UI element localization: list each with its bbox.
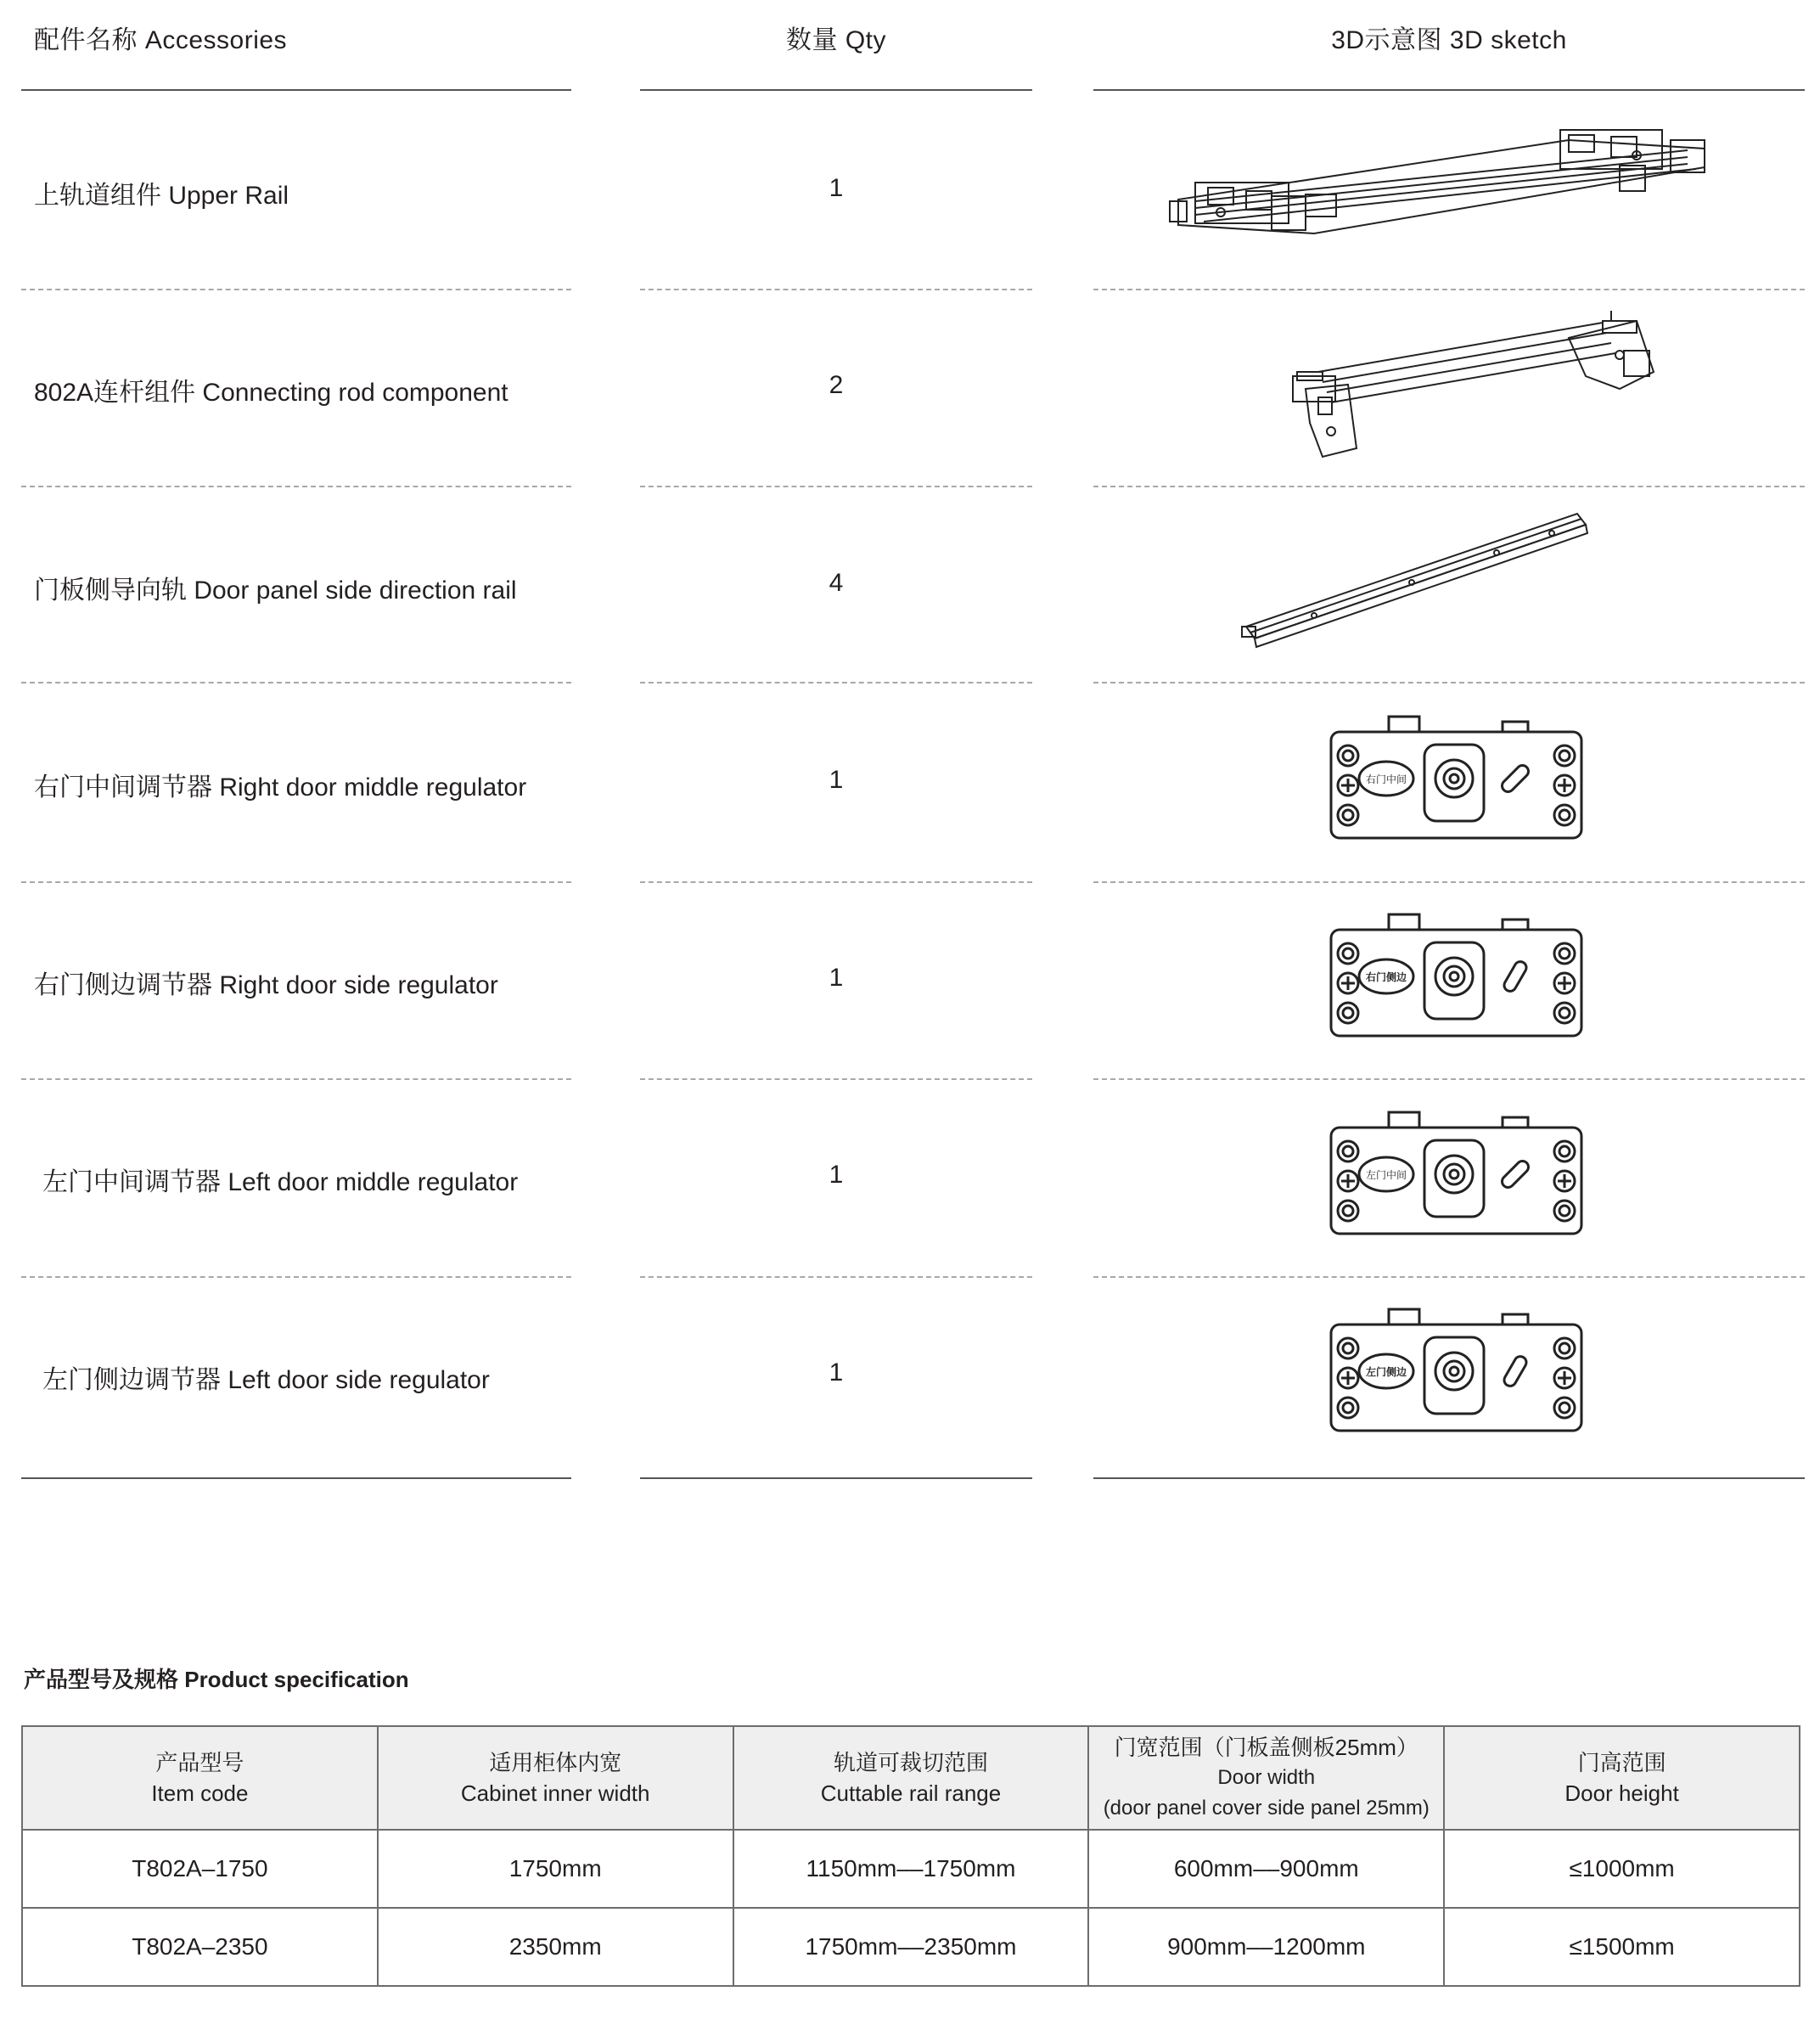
spec-cell: 1150mm––1750mm xyxy=(733,1830,1089,1908)
upper-rail-icon xyxy=(1093,106,1805,276)
accessory-name: 上轨道组件 Upper Rail xyxy=(34,182,289,210)
column-header-qty: 数量 Qty xyxy=(785,26,886,54)
spec-cell: ≤1000mm xyxy=(1444,1830,1800,1908)
spec-cell: 1750mm––2350mm xyxy=(733,1908,1089,1986)
spec-cell: 900mm––1200mm xyxy=(1088,1908,1444,1986)
svg-text:左门中间: 左门中间 xyxy=(1365,1169,1407,1181)
row-divider xyxy=(21,289,571,290)
spec-cell: 2350mm xyxy=(378,1908,733,1986)
row-divider xyxy=(21,1276,571,1278)
column-header-3d-sketch: 3D示意图 3D sketch xyxy=(1331,26,1567,54)
footer-rule xyxy=(21,1477,571,1479)
accessory-name: 左门中间调节器 Left door middle regulator xyxy=(42,1168,519,1196)
row-divider xyxy=(640,486,1032,487)
header-rule xyxy=(21,89,571,91)
row-divider xyxy=(1093,1078,1805,1080)
spec-cell: T802A–2350 xyxy=(22,1908,378,1986)
spec-header-cell: 适用柜体内宽 Cabinet inner width xyxy=(378,1726,733,1830)
accessory-qty: 2 xyxy=(829,371,844,399)
row-divider xyxy=(1093,682,1805,683)
svg-text:左门侧边: 左门侧边 xyxy=(1365,1366,1407,1378)
spec-cell: 1750mm xyxy=(378,1830,733,1908)
accessory-name: 802A连杆组件 Connecting rod component xyxy=(34,379,508,407)
row-divider xyxy=(1093,289,1805,290)
accessory-qty: 1 xyxy=(829,1358,844,1387)
spec-header-cell: 轨道可裁切范围 Cuttable rail range xyxy=(733,1726,1089,1830)
table-row xyxy=(22,1830,1800,1908)
regulator-icon xyxy=(1093,896,1805,1066)
row-divider xyxy=(1093,1276,1805,1278)
spec-cell: 600mm––900mm xyxy=(1088,1830,1444,1908)
spec-header-cell: 门宽范围（门板盖侧板25mm） Door width (door panel cover side panel 25mm) xyxy=(1088,1726,1444,1830)
regulator-icon xyxy=(1093,1291,1805,1460)
row-divider xyxy=(21,1078,571,1080)
spec-table xyxy=(21,1725,1800,1987)
accessory-name: 右门中间调节器 Right door middle regulator xyxy=(34,773,527,802)
row-divider xyxy=(640,1078,1032,1080)
row-divider xyxy=(21,881,571,883)
row-divider xyxy=(21,486,571,487)
direction-rail-icon xyxy=(1093,501,1805,671)
svg-text:右门侧边: 右门侧边 xyxy=(1365,971,1407,983)
column-header-accessories: 配件名称 Accessories xyxy=(34,26,288,54)
header-rule xyxy=(1093,89,1805,91)
regulator-icon xyxy=(1093,698,1805,868)
spec-cell: ≤1500mm xyxy=(1444,1908,1800,1986)
row-divider xyxy=(1093,486,1805,487)
svg-text:右门中间: 右门中间 xyxy=(1365,773,1407,785)
table-row xyxy=(22,1908,1800,1986)
accessory-qty: 4 xyxy=(829,569,844,597)
row-divider xyxy=(640,1276,1032,1278)
footer-rule xyxy=(1093,1477,1805,1479)
spec-title: 产品型号及规格 Product specification xyxy=(24,1667,409,1692)
accessory-name: 左门侧边调节器 Left door side regulator xyxy=(42,1366,490,1394)
accessory-qty: 1 xyxy=(829,964,844,992)
row-divider xyxy=(21,682,571,683)
connecting-rod-icon xyxy=(1093,304,1805,474)
spec-header-cell: 产品型号 Item code xyxy=(22,1726,378,1830)
spec-header-cell: 门高范围 Door height xyxy=(1444,1726,1800,1830)
header-rule xyxy=(640,89,1032,91)
row-divider xyxy=(640,682,1032,683)
footer-rule xyxy=(640,1477,1032,1479)
accessory-qty: 1 xyxy=(829,1161,844,1189)
accessory-name: 门板侧导向轨 Door panel side direction rail xyxy=(34,577,517,605)
accessory-name: 右门侧边调节器 Right door side regulator xyxy=(34,971,498,999)
row-divider xyxy=(1093,881,1805,883)
spec-header-row xyxy=(22,1726,1800,1830)
accessory-qty: 1 xyxy=(829,174,844,202)
accessory-qty: 1 xyxy=(829,766,844,794)
row-divider xyxy=(640,289,1032,290)
regulator-icon xyxy=(1093,1094,1805,1263)
spec-cell: T802A–1750 xyxy=(22,1830,378,1908)
row-divider xyxy=(640,881,1032,883)
